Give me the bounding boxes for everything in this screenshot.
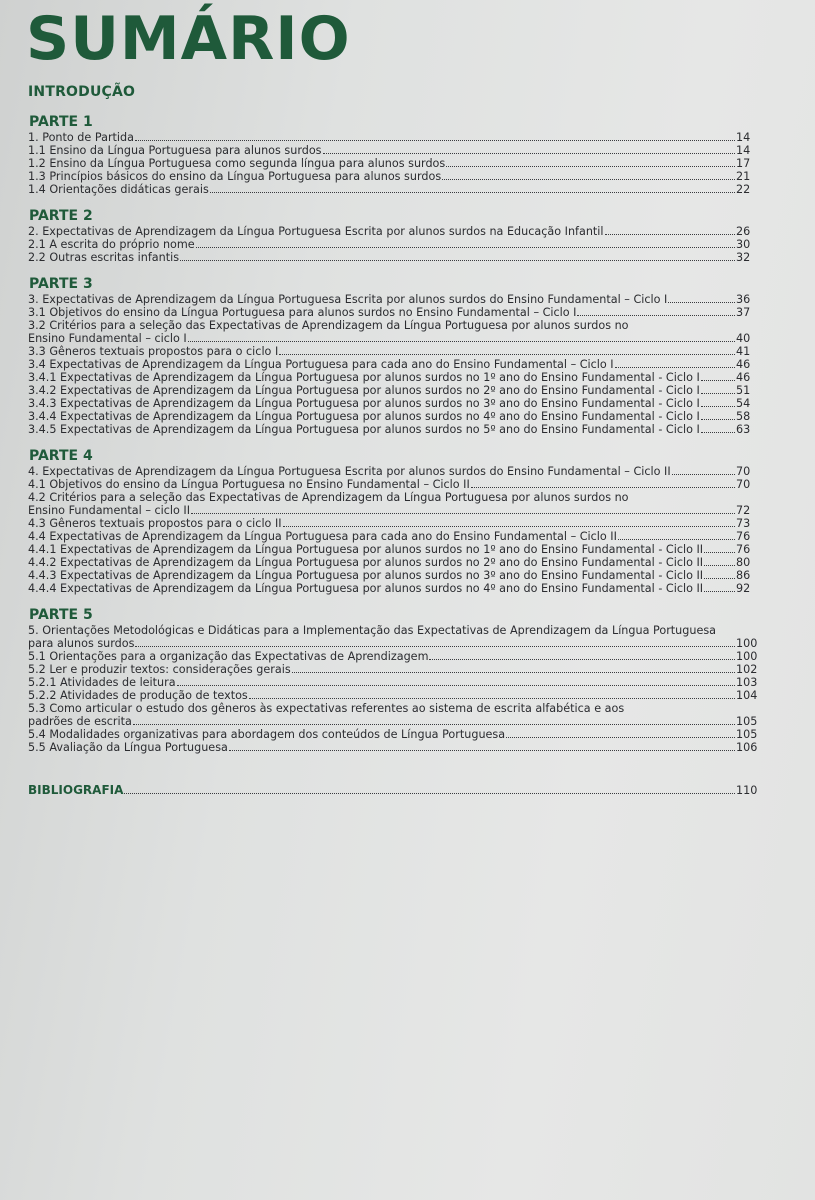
leader-dots — [180, 251, 735, 261]
entry-title-continued-line — [28, 504, 756, 517]
leader-dots — [618, 530, 735, 540]
toc-section — [26, 448, 756, 595]
toc-section — [26, 276, 756, 436]
entry-title-continued: Ensino Fundamental – ciclo II — [28, 504, 190, 517]
entry-title: 4.4.4 Expectativas de Aprendizagem da Língua Portuguesa por alunos surdos no 4º ano do Ensino Fundamental - Ciclo II — [28, 582, 704, 595]
toc-entry — [26, 530, 756, 543]
toc-entry — [26, 306, 756, 319]
entry-title: 4.4.3 Expectativas de Aprendizagem da Língua Portuguesa por alunos surdos no 3º ano do Ensino Fundamental - Ciclo II — [28, 569, 704, 582]
entry-page: 100 — [736, 650, 758, 663]
entry-page: 41 — [736, 345, 751, 358]
entry-page: 70 — [736, 478, 751, 491]
entry-page: 46 — [736, 358, 751, 371]
entry-title: 5. Orientações Metodológicas e Didáticas para a Implementação das Expectativas de Aprendizagem da Língua Portuguesa — [28, 624, 717, 637]
toc-section — [26, 607, 756, 754]
leader-dots — [701, 371, 735, 381]
entry-title-continued-line — [28, 637, 756, 650]
page-title: SUMÁRIO — [26, 4, 351, 74]
leader-dots — [188, 332, 735, 342]
leader-dots — [210, 183, 735, 193]
leader-dots — [615, 358, 735, 368]
entry-title: 5.4 Modalidades organizativas para abordagem dos conteúdos de Língua Portuguesa — [28, 728, 506, 741]
leader-dots — [605, 225, 735, 235]
leader-dots — [704, 543, 735, 553]
entry-title: 1.4 Orientações didáticas gerais — [28, 183, 209, 196]
toc-entry — [26, 358, 756, 371]
toc-entry — [26, 663, 756, 676]
entry-title: 4. Expectativas de Aprendizagem da Língua Portuguesa Escrita por alunos surdos do Ensino Fundamental – Ciclo II — [28, 465, 671, 478]
entry-title: 1.3 Princípios básicos do ensino da Língua Portuguesa para alunos surdos — [28, 170, 442, 183]
entry-page: 14 — [736, 131, 751, 144]
leader-dots — [135, 637, 735, 647]
entry-page: 76 — [736, 530, 751, 543]
toc-entry — [26, 345, 756, 358]
toc-entry — [26, 225, 756, 238]
toc-entry — [26, 569, 756, 582]
leader-dots — [672, 465, 735, 475]
entry-title: 3.4.1 Expectativas de Aprendizagem da Língua Portuguesa por alunos surdos no 1º ano do Ensino Fundamental - Ciclo I — [28, 371, 700, 384]
toc-entry — [26, 183, 756, 196]
entry-title: 2.2 Outras escritas infantis — [28, 251, 180, 264]
entry-title: 3.4.4 Expectativas de Aprendizagem da Língua Portuguesa por alunos surdos no 4º ano do Ensino Fundamental - Ciclo I — [28, 410, 700, 423]
entry-page: 36 — [736, 293, 751, 306]
toc-entry — [26, 238, 756, 251]
entry-page: 63 — [736, 423, 751, 436]
entry-page: 70 — [736, 465, 751, 478]
entry-title: 3.3 Gêneros textuais propostos para o ciclo I — [28, 345, 279, 358]
bibliography-entry — [26, 784, 756, 797]
entry-page: 26 — [736, 225, 751, 238]
toc-entry — [26, 741, 756, 754]
leader-dots — [249, 689, 735, 699]
entry-page: 76 — [736, 543, 751, 556]
toc-entry — [26, 157, 756, 170]
entry-page: 37 — [736, 306, 751, 319]
entry-page: 46 — [736, 371, 751, 384]
entry-page: 86 — [736, 569, 751, 582]
toc-entry — [26, 371, 756, 384]
entry-page: 105 — [736, 715, 758, 728]
entry-title: 5.2.2 Atividades de produção de textos — [28, 689, 248, 702]
entry-page: 100 — [736, 637, 758, 650]
leader-dots — [229, 741, 735, 751]
entry-title: 1.1 Ensino da Língua Portuguesa para alunos surdos — [28, 144, 322, 157]
entry-title-continued-line — [28, 715, 756, 728]
leader-dots — [283, 517, 735, 527]
toc-entry — [26, 131, 756, 144]
toc-entry — [26, 251, 756, 264]
entry-page: 72 — [736, 504, 751, 517]
toc-entry — [26, 465, 756, 478]
leader-dots — [323, 144, 735, 154]
toc-entry — [26, 689, 756, 702]
toc-entry — [26, 144, 756, 157]
entry-title: 4.2 Critérios para a seleção das Expectativas de Aprendizagem da Língua Portuguesa por alunos surdos no — [28, 491, 629, 504]
entry-page: 22 — [736, 183, 751, 196]
toc-entry — [26, 293, 756, 306]
entry-page: 103 — [736, 676, 758, 689]
leader-dots — [701, 410, 735, 420]
part-heading: PARTE 4 — [29, 448, 93, 464]
leader-dots — [701, 397, 735, 407]
leader-dots — [446, 157, 735, 167]
part-heading: PARTE 5 — [29, 607, 93, 623]
toc-entry — [26, 702, 756, 728]
bibliography-label: BIBLIOGRAFIA — [28, 783, 124, 797]
leader-dots — [292, 663, 735, 673]
entry-title-continued: padrões de escrita — [28, 715, 132, 728]
leader-dots — [701, 423, 735, 433]
toc-entry — [26, 556, 756, 569]
leader-dots — [196, 238, 735, 248]
entry-title-continued: para alunos surdos — [28, 637, 135, 650]
toc-entry — [26, 650, 756, 663]
entry-page: 104 — [736, 689, 758, 702]
leader-dots — [429, 650, 735, 660]
toc-entry — [26, 397, 756, 410]
entry-page: 54 — [736, 397, 751, 410]
entry-page: 105 — [736, 728, 758, 741]
leader-dots — [704, 556, 735, 566]
entry-page: 21 — [736, 170, 751, 183]
part-heading: PARTE 2 — [29, 208, 93, 224]
entry-title: 3.4.5 Expectativas de Aprendizagem da Língua Portuguesa por alunos surdos no 5º ano do Ensino Fundamental - Ciclo I — [28, 423, 700, 436]
leader-dots — [701, 384, 735, 394]
part-heading: PARTE 3 — [29, 276, 93, 292]
toc-entry — [26, 676, 756, 689]
entry-page: 51 — [736, 384, 751, 397]
toc-entry — [26, 410, 756, 423]
toc-entry — [26, 624, 756, 650]
leader-dots — [124, 784, 735, 794]
toc-section — [26, 114, 756, 196]
entry-page: 14 — [736, 144, 751, 157]
leader-dots — [471, 478, 735, 488]
entry-page: 17 — [736, 157, 751, 170]
leader-dots — [177, 676, 735, 686]
toc-entry — [26, 319, 756, 345]
entry-page: 102 — [736, 663, 758, 676]
toc-entry — [26, 582, 756, 595]
leader-dots — [704, 582, 735, 592]
leader-dots — [506, 728, 735, 738]
entry-title: 1. Ponto de Partida — [28, 131, 134, 144]
intro-heading: INTRODUÇÃO — [28, 84, 136, 100]
toc-parts — [26, 114, 756, 754]
entry-page: 106 — [736, 741, 758, 754]
entry-title: 5.3 Como articular o estudo dos gêneros às expectativas referentes ao sistema de escrita alfabética e aos — [28, 702, 625, 715]
bibliography-page: 110 — [736, 784, 758, 797]
toc-entry — [26, 423, 756, 436]
toc-entry — [26, 728, 756, 741]
entry-title: 3. Expectativas de Aprendizagem da Língua Portuguesa Escrita por alunos surdos do Ensino Fundamental – Ciclo I — [28, 293, 668, 306]
entry-title: 4.4.1 Expectativas de Aprendizagem da Língua Portuguesa por alunos surdos no 1º ano do Ensino Fundamental - Ciclo II — [28, 543, 704, 556]
toc-entry — [26, 478, 756, 491]
entry-title: 4.3 Gêneros textuais propostos para o ciclo II — [28, 517, 282, 530]
entry-title: 1.2 Ensino da Língua Portuguesa como segunda língua para alunos surdos — [28, 157, 446, 170]
entry-title: 3.4.3 Expectativas de Aprendizagem da Língua Portuguesa por alunos surdos no 3º ano do Ensino Fundamental - Ciclo I — [28, 397, 700, 410]
entry-title: 5.1 Orientações para a organização das Expectativas de Aprendizagem — [28, 650, 429, 663]
entry-title: 3.2 Critérios para a seleção das Expectativas de Aprendizagem da Língua Portuguesa por alunos surdos no — [28, 319, 629, 332]
entry-page: 92 — [736, 582, 751, 595]
entry-page: 40 — [736, 332, 751, 345]
entry-title: 2.1 A escrita do próprio nome — [28, 238, 195, 251]
entry-page: 58 — [736, 410, 751, 423]
leader-dots — [668, 293, 735, 303]
toc-section — [26, 208, 756, 264]
toc-entry — [26, 170, 756, 183]
entry-title: 5.2.1 Atividades de leitura — [28, 676, 176, 689]
leader-dots — [133, 715, 735, 725]
entry-title: 3.1 Objetivos do ensino da Língua Portuguesa para alunos surdos no Ensino Fundamental – Ciclo I — [28, 306, 577, 319]
leader-dots — [191, 504, 735, 514]
toc-entry — [26, 491, 756, 517]
entry-title-continued: Ensino Fundamental – ciclo I — [28, 332, 187, 345]
entry-page: 30 — [736, 238, 751, 251]
entry-title: 3.4 Expectativas de Aprendizagem da Língua Portuguesa para cada ano do Ensino Fundamental – Ciclo I — [28, 358, 614, 371]
leader-dots — [442, 170, 735, 180]
entry-page: 73 — [736, 517, 751, 530]
toc-entry — [26, 384, 756, 397]
leader-dots — [704, 569, 735, 579]
leader-dots — [279, 345, 735, 355]
entry-title: 4.4.2 Expectativas de Aprendizagem da Língua Portuguesa por alunos surdos no 2º ano do Ensino Fundamental - Ciclo II — [28, 556, 704, 569]
entry-title: 5.2 Ler e produzir textos: considerações gerais — [28, 663, 291, 676]
entry-title: 2. Expectativas de Aprendizagem da Língua Portuguesa Escrita por alunos surdos na Educação Infantil — [28, 225, 604, 238]
entry-title: 4.1 Objetivos do ensino da Língua Portuguesa no Ensino Fundamental – Ciclo II — [28, 478, 470, 491]
entry-title: 3.4.2 Expectativas de Aprendizagem da Língua Portuguesa por alunos surdos no 2º ano do Ensino Fundamental - Ciclo I — [28, 384, 700, 397]
entry-title: 4.4 Expectativas de Aprendizagem da Língua Portuguesa para cada ano do Ensino Fundamental – Ciclo II — [28, 530, 617, 543]
entry-title-continued-line — [28, 332, 756, 345]
leader-dots — [135, 131, 735, 141]
toc-entry — [26, 543, 756, 556]
entry-page: 80 — [736, 556, 751, 569]
leader-dots — [577, 306, 735, 316]
toc-entry — [26, 517, 756, 530]
part-heading: PARTE 1 — [29, 114, 93, 130]
entry-title: 5.5 Avaliação da Língua Portuguesa — [28, 741, 228, 754]
entry-page: 32 — [736, 251, 751, 264]
table-of-contents — [26, 4, 756, 797]
